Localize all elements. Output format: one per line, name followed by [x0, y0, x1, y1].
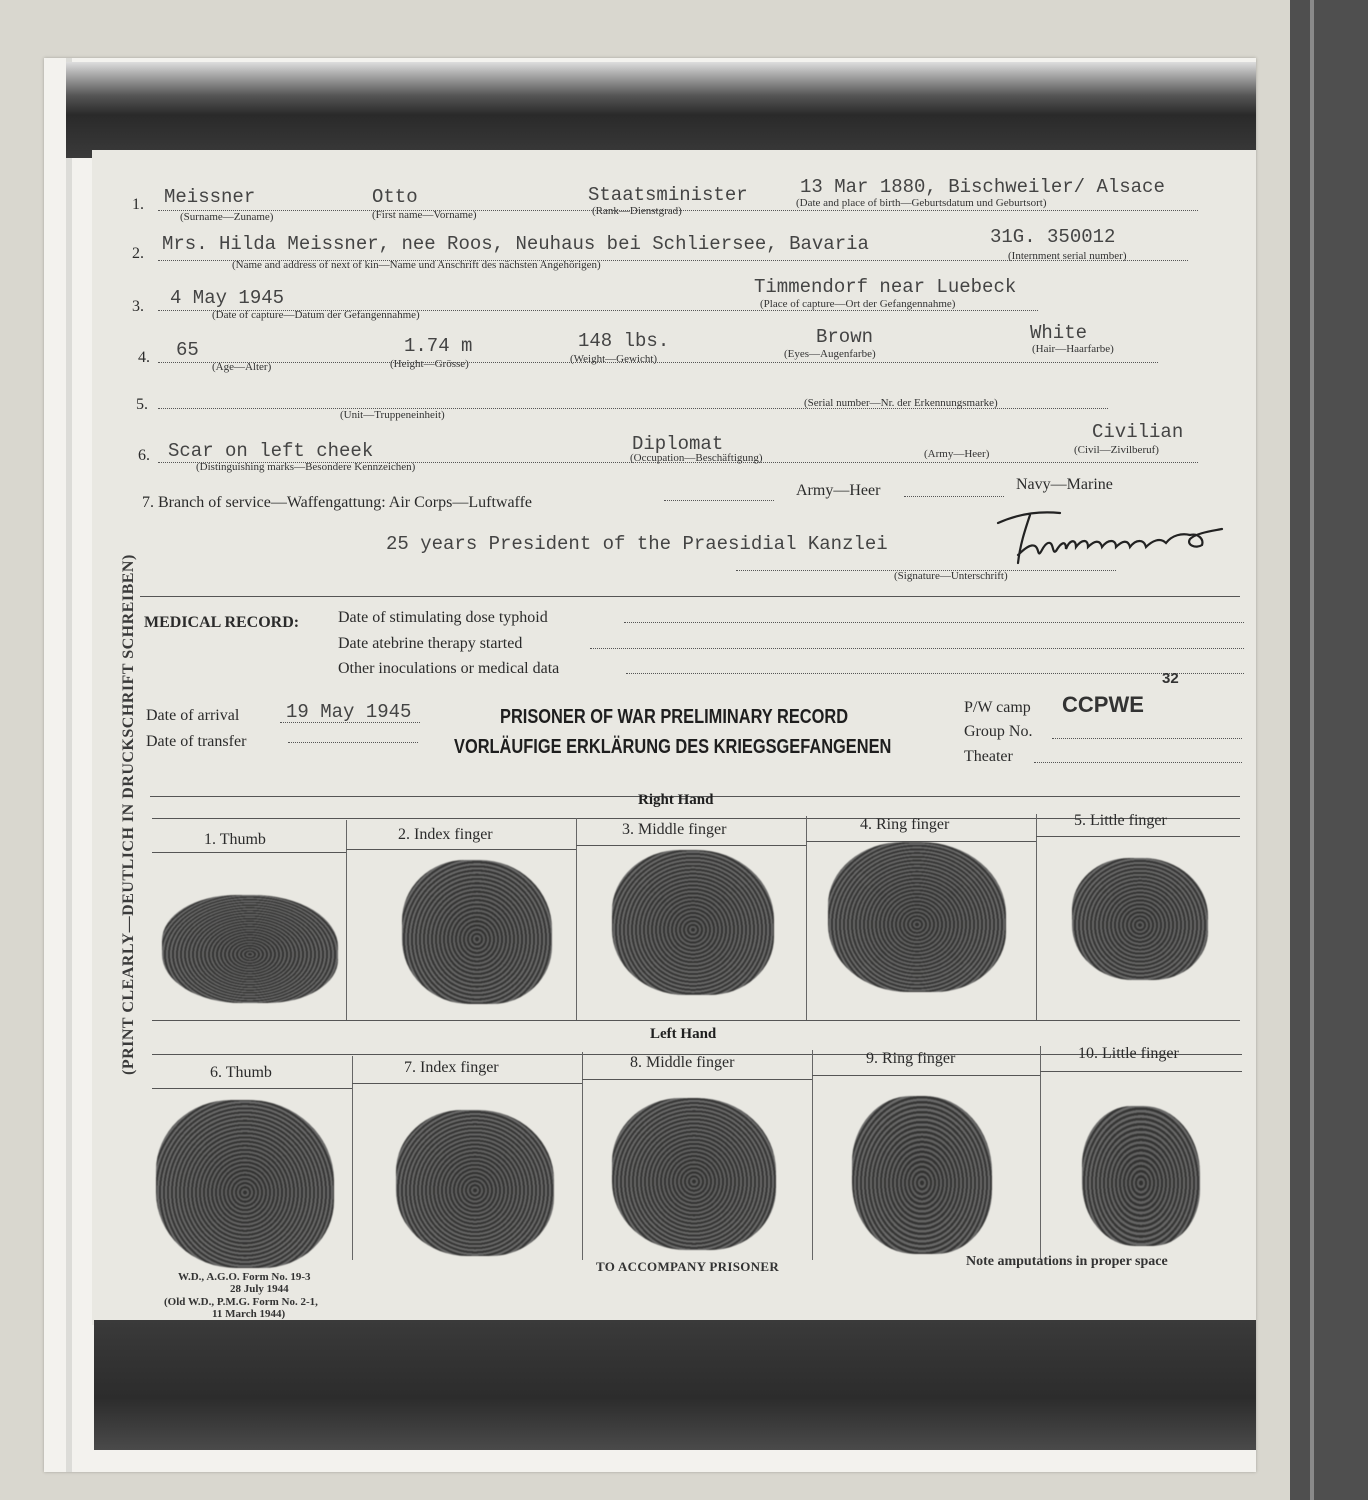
signature-image [990, 505, 1230, 575]
pw-camp-value: CCPWE [1062, 692, 1144, 717]
branch-army: Army—Heer [796, 482, 881, 499]
old-form-date: 11 March 1944) [212, 1308, 286, 1320]
branch-of-service: 7. Branch of service—Waffengattung: Air Corps—Luftwaffe [142, 494, 533, 511]
right-finger-label: 2. Index finger [398, 826, 493, 843]
row-number: 6. [138, 447, 150, 464]
medical-record-heading: MEDICAL RECORD: [144, 614, 300, 631]
photo-edge [66, 58, 72, 1472]
right-finger-label: 4. Ring finger [860, 816, 950, 833]
first-name-value: Otto [372, 186, 418, 208]
place-of-capture-value: Timmendorf near Luebeck [754, 276, 1017, 298]
internment-serial-value: 31G. 350012 [990, 226, 1116, 248]
fingerprint-left-little [1082, 1106, 1200, 1246]
eyes-caption: (Eyes—Augenfarbe) [784, 348, 876, 360]
backdrop-edge [1290, 0, 1368, 1500]
form-number: W.D., A.G.O. Form No. 19-3 [178, 1271, 311, 1283]
right-hand-label: Right Hand [638, 792, 714, 808]
left-finger-label: 9. Ring finger [866, 1050, 956, 1067]
height-caption: (Height—Grösse) [390, 358, 469, 370]
date-of-transfer-label: Date of transfer [146, 733, 247, 750]
date-of-arrival-label: Date of arrival [146, 707, 240, 724]
civil-caption: (Civil—Zivilberuf) [1074, 444, 1159, 456]
fingerprint-right-little [1072, 858, 1208, 980]
army-caption: (Army—Heer) [924, 448, 990, 460]
row-number: 4. [138, 349, 150, 366]
right-finger-label: 1. Thumb [204, 831, 266, 848]
age-caption: (Age—Alter) [212, 361, 272, 373]
next-of-kin-caption: (Name and address of next of kin—Name und Anschrift des nächsten Angehörigen) [232, 259, 601, 271]
form-title: PRISONER OF WAR PRELIMINARY RECORD [500, 706, 849, 728]
medical-other-label: Other inoculations or medical data [338, 660, 560, 677]
left-finger-label: 6. Thumb [210, 1064, 272, 1081]
fingerprint-left-middle [612, 1098, 776, 1250]
next-of-kin-value: Mrs. Hilda Meissner, nee Roos, Neuhaus bei Schliersee, Bavaria [162, 233, 869, 255]
left-finger-label: 10. Little finger [1078, 1045, 1179, 1062]
hair-caption: (Hair—Haarfarbe) [1032, 343, 1114, 355]
medical-typhoid-label: Date of stimulating dose typhoid [338, 609, 548, 626]
to-accompany-prisoner: TO ACCOMPANY PRISONER [596, 1259, 780, 1274]
occupation-caption: (Occupation—Beschäftigung) [630, 452, 763, 464]
row-number: 1. [132, 196, 144, 213]
fingerprint-right-index [402, 860, 552, 1004]
top-shadow-band [66, 62, 1256, 158]
fingerprint-right-middle [612, 850, 774, 995]
row-number: 2. [132, 245, 144, 262]
bottom-shadow-band [94, 1320, 1256, 1450]
surname-value: Meissner [164, 186, 256, 208]
place-of-capture-caption: (Place of capture—Ort der Gefangennahme) [760, 298, 956, 310]
amputations-note: Note amputations in proper space [966, 1254, 1168, 1269]
left-finger-label: 8. Middle finger [630, 1054, 735, 1071]
weight-caption: (Weight—Gewicht) [570, 353, 658, 365]
age-value: 65 [176, 339, 199, 361]
pw-camp-superscript: 32 [1162, 670, 1179, 687]
side-instruction: (PRINT CLEARLY—DEUTLICH IN DRUCKSCHRIFT SCHREIBEN) [120, 554, 137, 1075]
right-finger-label: 3. Middle finger [622, 821, 727, 838]
height-value: 1.74 m [404, 335, 473, 357]
left-finger-label: 7. Index finger [404, 1059, 499, 1076]
civil-value: Civilian [1092, 421, 1184, 443]
internment-serial-caption: (Internment serial number) [1008, 250, 1127, 262]
hair-value: White [1030, 322, 1088, 344]
serial-number-caption: (Serial number—Nr. der Erkennungsmarke) [804, 397, 998, 409]
date-of-capture-caption: (Date of capture—Datum der Gefangennahme) [212, 309, 420, 321]
surname-caption: (Surname—Zuname) [180, 211, 274, 223]
eyes-value: Brown [816, 326, 874, 348]
rank-caption: (Rank—Dienstgrad) [592, 205, 682, 217]
date-of-arrival-value: 19 May 1945 [286, 701, 412, 723]
distinguishing-marks-caption: (Distinguishing marks—Besondere Kennzeichen) [196, 461, 416, 473]
fingerprint-right-thumb [162, 895, 338, 1003]
weight-value: 148 lbs. [578, 330, 670, 352]
branch-navy: Navy—Marine [1016, 476, 1113, 493]
form-date: 28 July 1944 [230, 1283, 289, 1295]
fingerprint-left-index [396, 1110, 554, 1256]
first-name-caption: (First name—Vorname) [372, 209, 477, 221]
birth-value: 13 Mar 1880, Bischweiler/ Alsace [800, 176, 1165, 198]
fingerprint-left-thumb [156, 1100, 334, 1268]
theater-label: Theater [964, 748, 1013, 765]
medical-atebrine-label: Date atebrine therapy started [338, 635, 523, 652]
row-number: 5. [136, 396, 148, 413]
birth-caption: (Date and place of birth—Geburtsdatum und Geburtsort) [796, 197, 1047, 209]
row-number: 3. [132, 298, 144, 315]
form-title-german: VORLÄUFIGE ERKLÄRUNG DES KRIEGSGEFANGENEN [454, 736, 892, 758]
fingerprint-right-ring [828, 842, 1006, 992]
fingerprint-left-ring [852, 1096, 992, 1254]
date-of-capture-value: 4 May 1945 [170, 287, 285, 309]
old-form-number: (Old W.D., P.M.G. Form No. 2-1, [164, 1296, 318, 1308]
occupation-value: Diplomat [632, 433, 724, 455]
left-hand-label: Left Hand [650, 1026, 717, 1042]
right-finger-label: 5. Little finger [1074, 812, 1167, 829]
remark-typed: 25 years President of the Praesidial Kanzlei [386, 533, 888, 555]
rank-value: Staatsminister [588, 184, 748, 206]
distinguishing-marks-value: Scar on left cheek [168, 440, 374, 462]
group-number-label: Group No. [964, 723, 1033, 740]
signature-caption: (Signature—Unterschrift) [894, 570, 1008, 582]
unit-caption: (Unit—Truppeneinheit) [340, 409, 445, 421]
pw-camp-label: P/W camp [964, 699, 1031, 716]
